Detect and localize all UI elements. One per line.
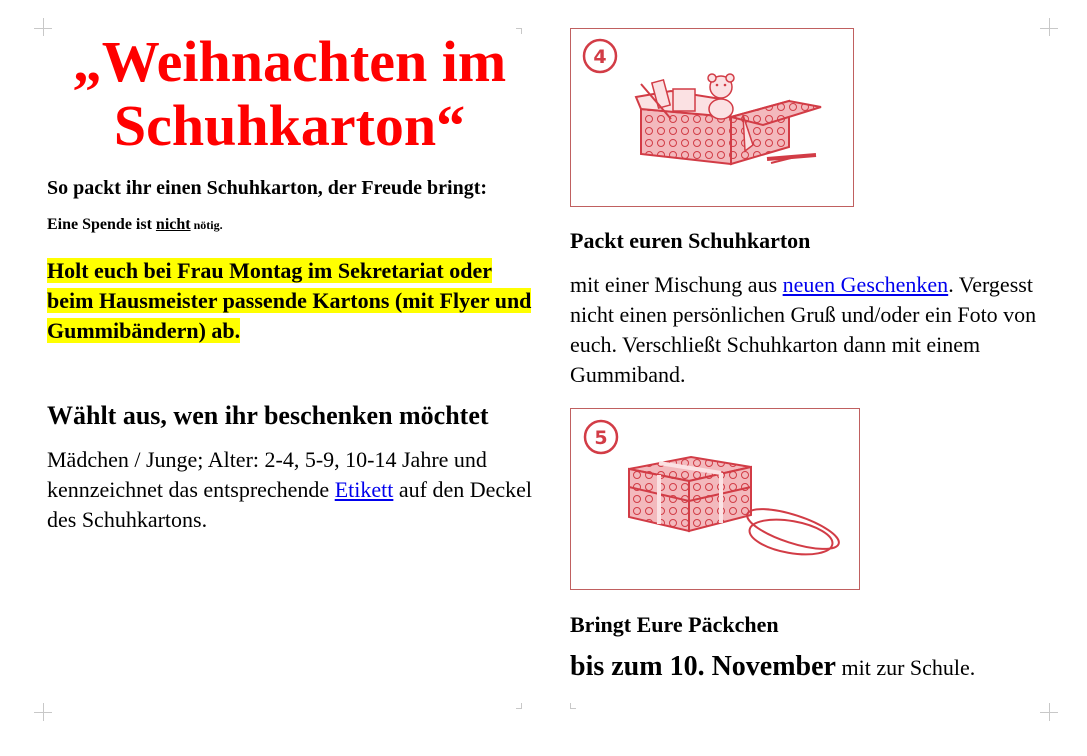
note-emphasis: nicht — [155, 216, 191, 233]
crop-mark — [43, 18, 44, 36]
step5-text-after: mit zur Schule. — [835, 655, 976, 680]
step5-heading: Bringt Eure Päckchen — [570, 612, 779, 637]
step4-number: 4 — [593, 46, 607, 68]
highlight-paragraph — [47, 256, 532, 346]
highlight-text: Holt euch bei Frau Montag im Sekretariat oder beim Hausmeister passende Kartons (mit Flyer und Gummibändern) ab. — [47, 258, 532, 343]
etikett-link[interactable]: Etikett — [334, 477, 394, 502]
wrapped-gift-box-icon — [571, 409, 859, 589]
choose-text-after: auf den Deckel des Schuhkartons. — [47, 477, 533, 532]
crop-mark — [570, 703, 571, 709]
page-title: „Weihnachten im Schuhkarton“ — [72, 29, 507, 158]
geschenke-link[interactable]: neuen Geschenken — [782, 272, 949, 297]
step4-text-after: . Vergesst nicht einen persönlichen Gruß und/oder ein Foto von euch. Verschließt Schuhkarton dann mit einem Gummiband. — [570, 272, 1037, 387]
crop-mark — [521, 703, 522, 709]
crop-mark — [43, 703, 44, 721]
step4-heading: Packt euren Schuhkarton — [570, 228, 811, 253]
left-column — [47, 30, 532, 535]
step4-text — [570, 270, 1050, 390]
step5-illustration — [570, 408, 860, 590]
note-before: Eine Spende ist — [47, 216, 156, 233]
step5-text — [570, 652, 1050, 683]
step4-illustration — [570, 28, 854, 207]
section-text-choose — [47, 445, 532, 535]
choose-text-before: Mädchen / Junge; Alter: 2-4, 5-9, 10-14 Jahre und kennzeichnet das entsprechende — [47, 447, 487, 502]
open-gift-box-icon — [571, 29, 853, 206]
step5-number: 5 — [594, 427, 608, 449]
right-column — [570, 28, 1050, 683]
section-heading-choose: Wählt aus, wen ihr beschenken möchtet — [47, 401, 489, 430]
deadline-text: bis zum 10. November — [570, 651, 836, 682]
crop-mark — [1049, 703, 1050, 721]
donation-note — [47, 216, 532, 234]
step4-text-before: mit einer Mischung aus — [570, 272, 783, 297]
note-after: nötig. — [190, 218, 223, 232]
intro-text: So packt ihr einen Schuhkarton, der Freude bringt: — [47, 177, 488, 199]
